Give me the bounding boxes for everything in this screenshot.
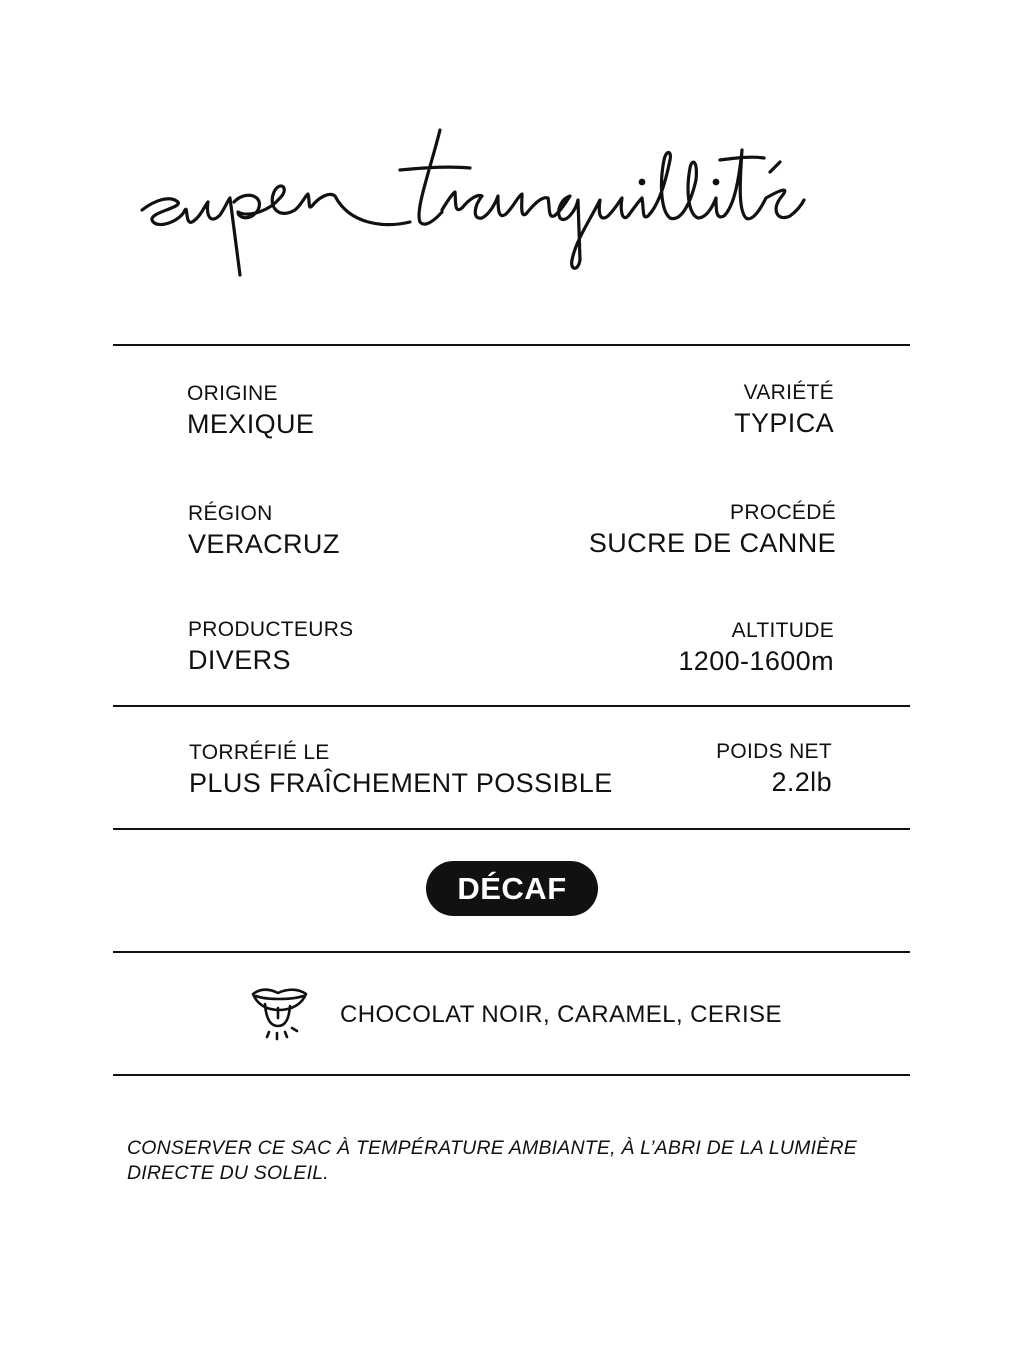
region-label: RÉGION	[188, 502, 273, 525]
altitude-field	[678, 618, 834, 678]
divider-bottom	[113, 1074, 910, 1076]
region-field	[188, 501, 340, 561]
tasting-notes: CHOCOLAT NOIR, CARAMEL, CERISE	[340, 1001, 782, 1028]
decaf-badge: DÉCAF	[426, 861, 598, 916]
origin-value: MEXIQUE	[187, 409, 315, 439]
process-field	[589, 500, 836, 560]
divider-badge	[113, 951, 910, 953]
divider-details	[113, 705, 910, 707]
tongue-out-mouth-icon	[248, 984, 312, 1044]
brand-script-logo	[130, 110, 900, 295]
origin-label: ORIGINE	[187, 382, 278, 405]
divider-roast	[113, 828, 910, 830]
variety-field	[734, 380, 834, 440]
origin-field	[187, 381, 314, 441]
region-value: VERACRUZ	[188, 529, 340, 559]
roast-date-label: TORRÉFIÉ LE	[189, 741, 330, 764]
divider-top	[113, 344, 910, 346]
producers-label: PRODUCTEURS	[188, 618, 354, 641]
altitude-label: ALTITUDE	[731, 619, 834, 642]
variety-label: VARIÉTÉ	[743, 381, 834, 404]
producers-value: DIVERS	[188, 645, 291, 675]
process-label: PROCÉDÉ	[730, 501, 836, 524]
variety-value: TYPICA	[734, 408, 834, 438]
producers-field	[188, 617, 353, 677]
roast-date-value: PLUS FRAÎCHEMENT POSSIBLE	[189, 768, 613, 798]
storage-instructions: CONSERVER CE SAC À TEMPÉRATURE AMBIANTE, À L’ABRI DE LA LUMIÈRE DIRECTE DU SOLEIL.	[127, 1137, 857, 1184]
altitude-value: 1200-1600m	[678, 646, 834, 676]
roast-date-field	[189, 740, 613, 800]
net-weight-label: POIDS NET	[716, 740, 832, 763]
process-value: SUCRE DE CANNE	[588, 528, 836, 558]
net-weight-value: 2.2lb	[771, 767, 832, 797]
net-weight-field	[716, 739, 832, 799]
